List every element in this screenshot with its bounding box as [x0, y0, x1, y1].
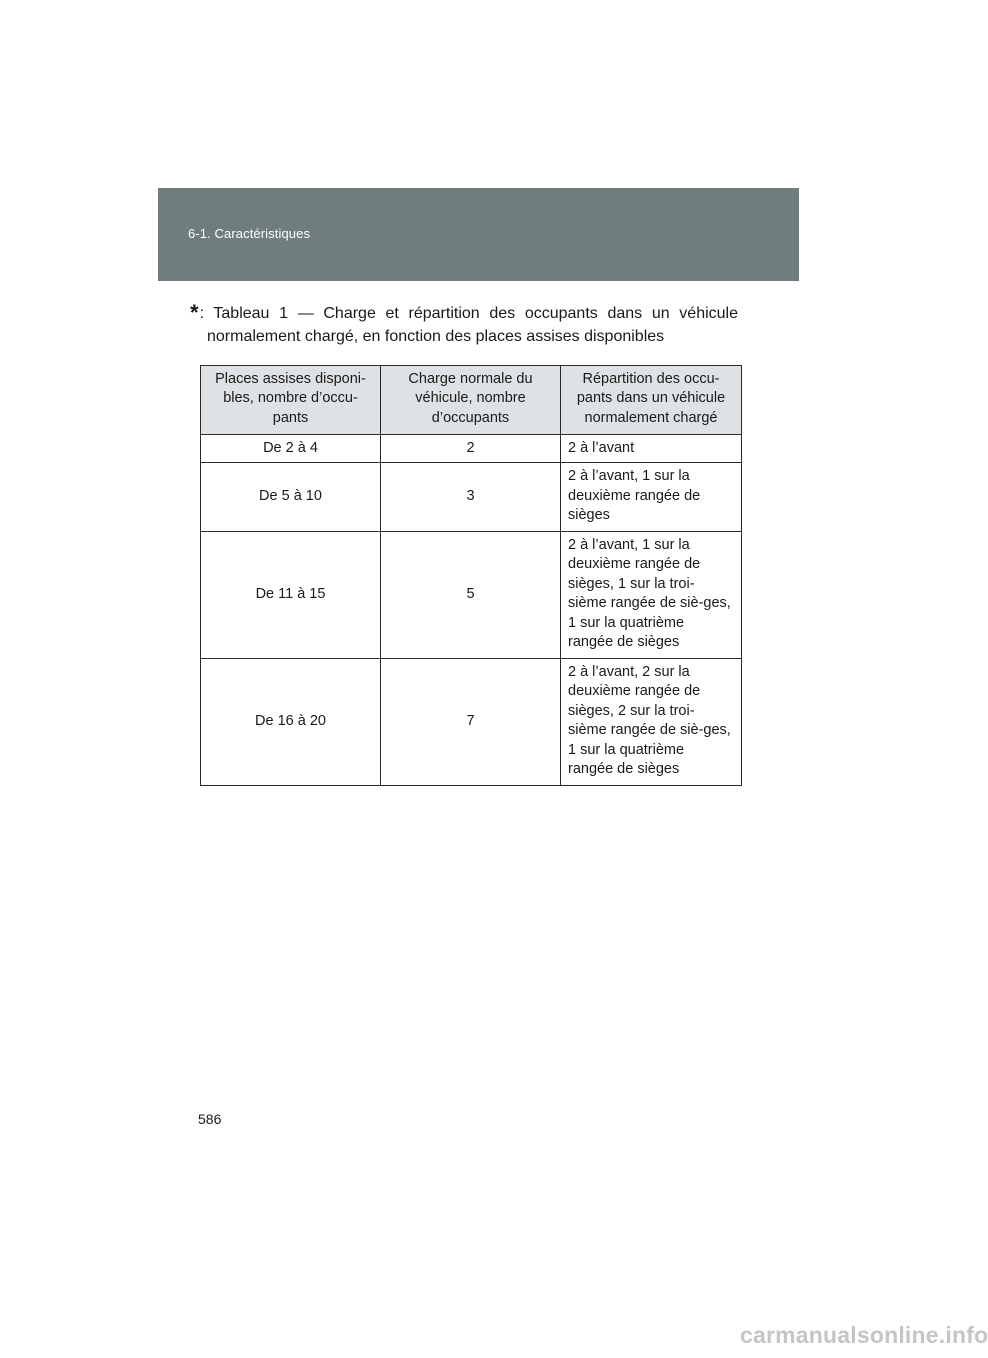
- footnote-line-2: normalement chargé, en fonction des places assises disponibles: [207, 328, 665, 345]
- table-header-row: [201, 366, 742, 435]
- cell-load: 3: [381, 463, 561, 532]
- cell-distribution: 2 à l’avant, 2 sur la deuxième rangée de sièges, 2 sur la troi-sième rangée de siè-ges, 1 sur la quatrième rangée de sièges: [561, 658, 742, 785]
- footnote-marker: *: [190, 300, 199, 325]
- cell-distribution: 2 à l’avant: [561, 435, 742, 463]
- cell-seating: De 2 à 4: [201, 435, 381, 463]
- cell-seating: De 11 à 15: [201, 531, 381, 658]
- table-row: [201, 435, 742, 463]
- table-footnote: [190, 302, 738, 348]
- cell-distribution: 2 à l’avant, 1 sur la deuxième rangée de sièges: [561, 463, 742, 532]
- header-seating-positions: Places assises disponi-bles, nombre d’occu-pants: [201, 366, 381, 435]
- section-label: 6-1. Caractéristiques: [188, 226, 311, 241]
- section-header-band: [158, 188, 799, 281]
- footnote-text-1: : Tableau 1 — Charge et répartition des occupants dans un véhicule: [199, 305, 738, 322]
- cell-seating: De 5 à 10: [201, 463, 381, 532]
- cell-load: 7: [381, 658, 561, 785]
- header-normal-load: Charge normale du véhicule, nombre d’occupants: [381, 366, 561, 435]
- cell-seating: De 16 à 20: [201, 658, 381, 785]
- table-row: [201, 658, 742, 785]
- table-row: [201, 531, 742, 658]
- cell-distribution: 2 à l’avant, 1 sur la deuxième rangée de sièges, 1 sur la troi-sième rangée de siè-ges, 1 sur la quatrième rangée de sièges: [561, 531, 742, 658]
- cell-load: 2: [381, 435, 561, 463]
- page-number: 586: [198, 1111, 222, 1127]
- occupant-load-table: [200, 365, 742, 786]
- cell-load: 5: [381, 531, 561, 658]
- watermark: carmanualsonline.info: [740, 1322, 988, 1348]
- header-occupant-distribution: Répartition des occu-pants dans un véhicule normalement chargé: [561, 366, 742, 435]
- table-row: [201, 463, 742, 532]
- footnote-line-1: [190, 302, 738, 325]
